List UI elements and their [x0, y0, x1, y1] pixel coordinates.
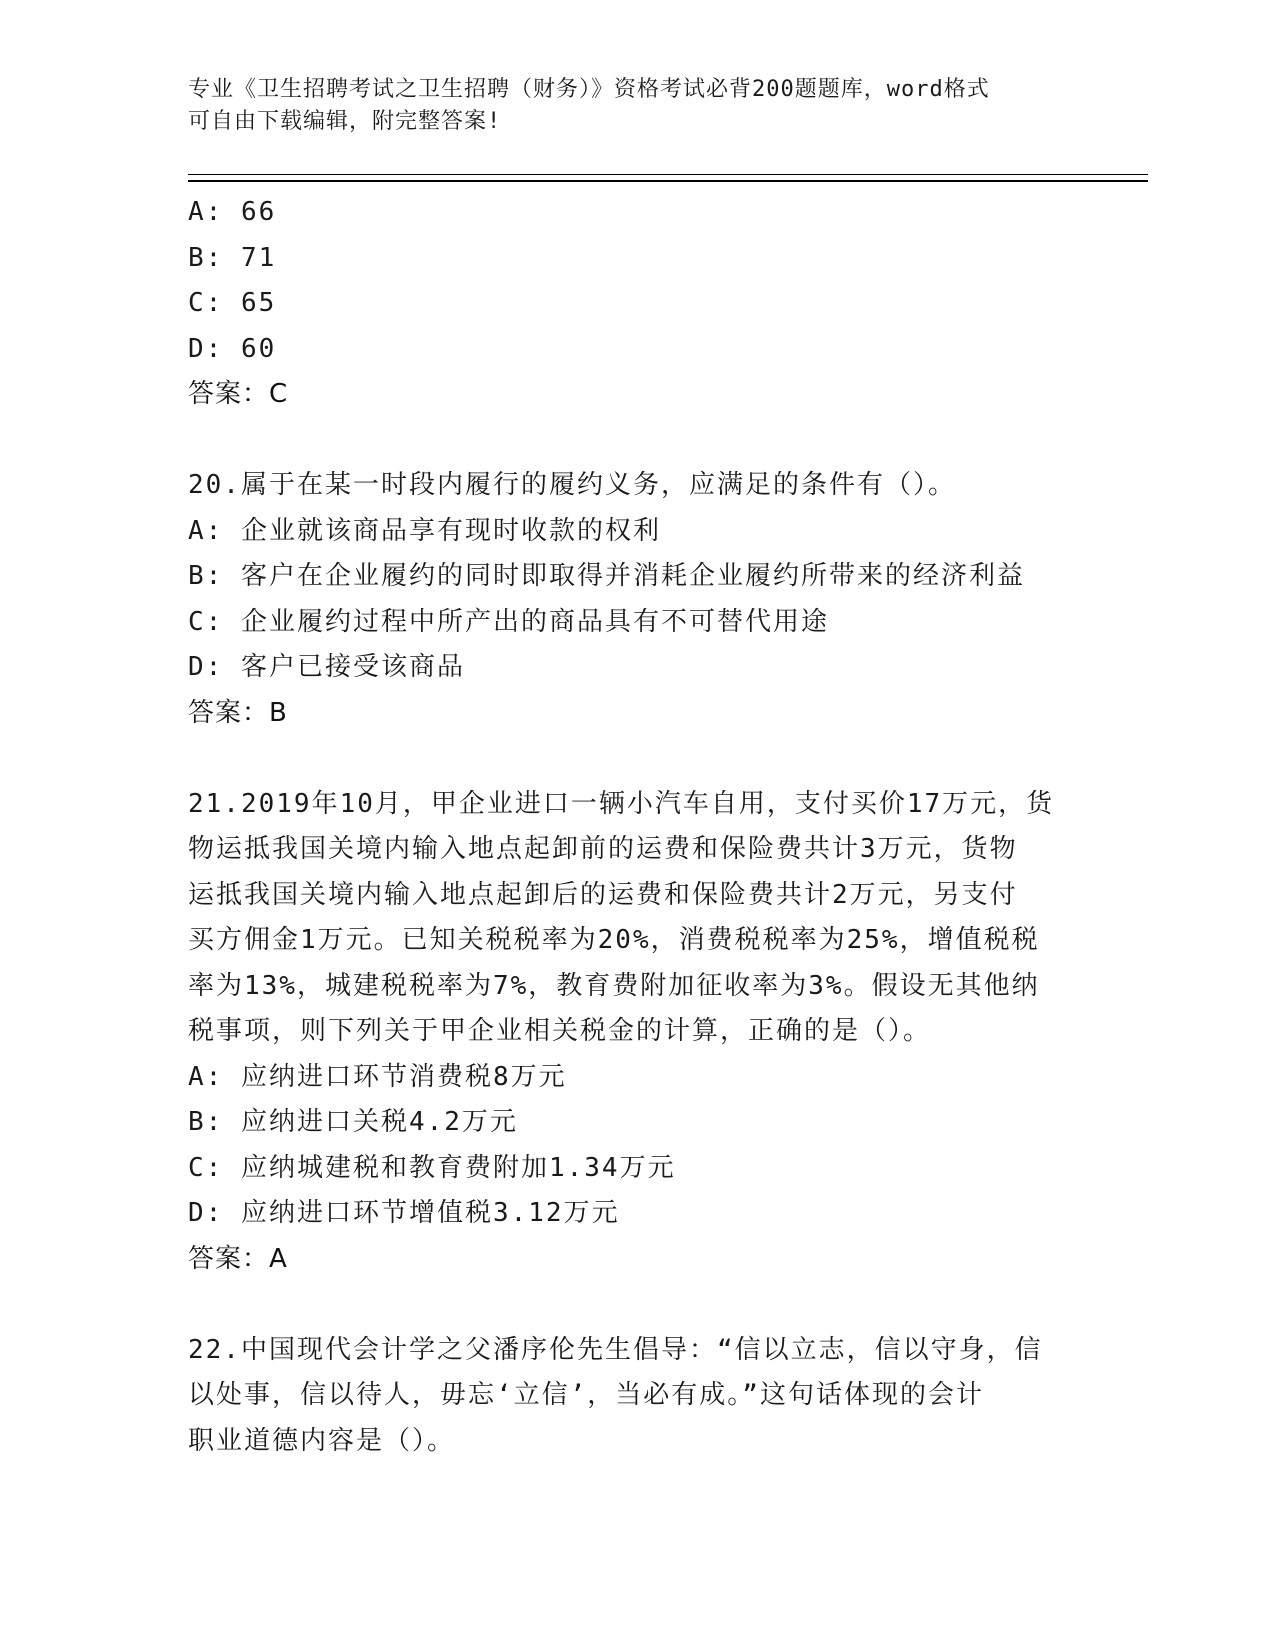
- question-20-block: [188, 463, 1088, 736]
- option-d: D: 客户已接受该商品: [188, 652, 465, 682]
- question-stem-line: 运抵我国关境内输入地点起卸后的运费和保险费共计2万元，另支付: [188, 879, 1018, 910]
- header-divider-thick: [188, 180, 1148, 182]
- option-a: A: 应纳进口环节消费税8万元: [188, 1061, 567, 1092]
- header-title-line-2: 可自由下载编辑，附完整答案!: [188, 109, 502, 134]
- option-a: A: 66: [188, 197, 277, 227]
- question-stem-line: 以处事，信以待人，毋忘‘立信’，当必有成。”这句话体现的会计: [188, 1380, 984, 1410]
- question-content: [188, 190, 1088, 1464]
- document-header: [188, 74, 1068, 138]
- header-divider-thin: [188, 174, 1148, 175]
- option-b: B: 应纳进口关税4.2万元: [188, 1107, 518, 1137]
- question-19-block: [188, 190, 1088, 418]
- question-stem-line: 21.2019年10月，甲企业进口一辆小汽车自用，支付买价17万元，货: [188, 788, 1055, 819]
- option-b: B: 71: [188, 242, 277, 273]
- spacer: [188, 1282, 1088, 1328]
- question-stem-line: 职业道德内容是（）。: [188, 1425, 456, 1456]
- option-d: D: 应纳进口环节增值税3.12万元: [188, 1198, 620, 1228]
- question-stem: 20.属于在某一时段内履行的履约义务，应满足的条件有（）。: [188, 470, 956, 500]
- answer-line: 答案：B: [188, 697, 288, 728]
- option-b: B: 客户在企业履约的同时即取得并消耗企业履约所带来的经济利益: [188, 561, 1025, 591]
- question-stem-line: 物运抵我国关境内输入地点起卸前的运费和保险费共计3万元，货物: [188, 834, 1018, 864]
- answer-line: 答案：A: [188, 1243, 288, 1274]
- question-stem-line: 税事项，则下列关于甲企业相关税金的计算，正确的是（）。: [188, 1016, 932, 1046]
- spacer: [188, 736, 1088, 782]
- question-stem-line: 买方佣金1万元。已知关税税率为20%，消费税税率为25%，增值税税: [188, 925, 1040, 955]
- answer-line: 答案：C: [188, 379, 289, 409]
- option-c: C: 应纳城建税和教育费附加1.34万元: [188, 1152, 676, 1183]
- header-title-line-1: 专业《卫生招聘考试之卫生招聘（财务）》资格考试必背200题题库，word格式: [188, 77, 990, 102]
- spacer: [188, 418, 1088, 464]
- option-c: C: 企业履约过程中所产出的商品具有不可替代用途: [188, 606, 829, 637]
- option-c: C: 65: [188, 288, 277, 318]
- question-stem-line: 22.中国现代会计学之父潘序伦先生倡导：“信以立志，信以守身，信: [188, 1334, 1043, 1365]
- question-stem-line: 率为13%，城建税税率为7%，教育费附加征收率为3%。假设无其他纳: [188, 970, 1040, 1001]
- question-22-block: [188, 1328, 1088, 1465]
- option-d: D: 60: [188, 333, 277, 364]
- option-a: A: 企业就该商品享有现时收款的权利: [188, 515, 661, 546]
- question-21-block: [188, 782, 1088, 1283]
